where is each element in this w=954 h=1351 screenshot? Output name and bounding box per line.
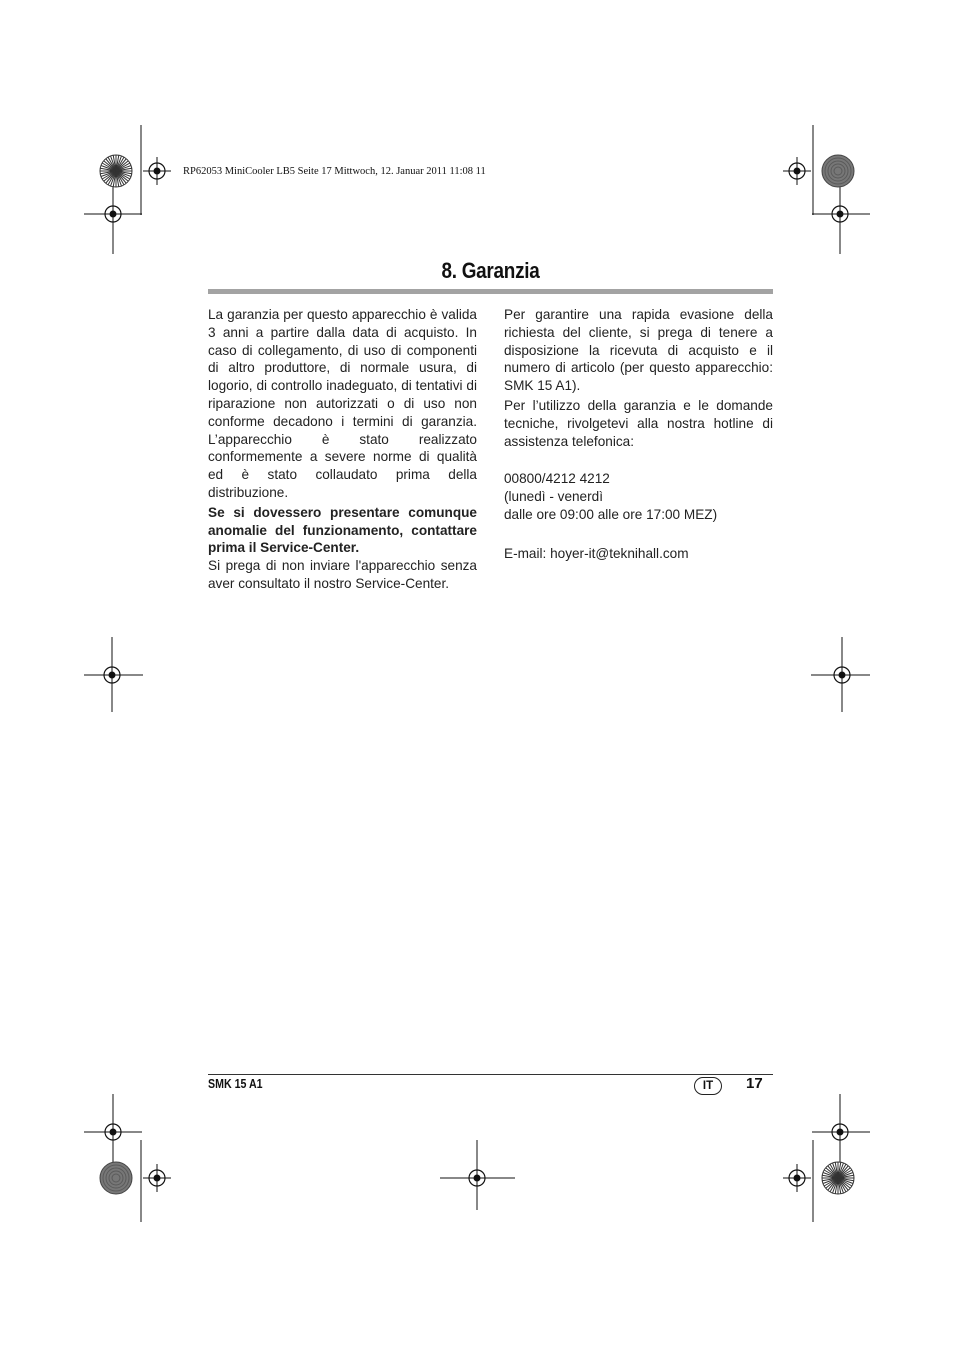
hotline-days: (lunedì - venerdì bbox=[504, 489, 603, 505]
print-slug-line: RP62053 MiniCooler LB5 Seite 17 Mittwoch, 12. Januar 2011 11:08 11 bbox=[183, 166, 486, 177]
registration-mark-left-lower bbox=[99, 1118, 127, 1146]
hotline-paragraph: Per l’utilizzo della garanzia e le domande tecniche, rivolgetevi alla nostra hotline di assistenza telefonica: bbox=[504, 397, 773, 449]
halftone-mark-bottom-left bbox=[100, 1162, 132, 1194]
receipt-paragraph: Per garantire una rapida evasione della richiesta del cliente, si prega di tenere a disposizione la ricevuta di acquisto e il numero di articolo (per questo apparecchio: SMK 15 A1). bbox=[504, 307, 773, 394]
model-number: SMK 15 A1 bbox=[208, 1077, 263, 1091]
warranty-paragraph: La garanzia per questo apparecchio è valida 3 anni a partire dalla data di acquisto. In caso di collegamento, di uso di componenti di altro produttore, di normale usura, di logorio, di controllo inadeguato, di tentativi di riparazione non autorizzati o di uso non conforme decadono i termini di garanzia. L’apparecchio è stato realizzato conformemente a severe norme di qualità ed è stato collaudato prima della distribuzione. bbox=[208, 307, 477, 500]
registration-mark-top-left bbox=[143, 157, 171, 185]
registration-mark-bottom-left bbox=[143, 1164, 171, 1192]
language-badge: IT bbox=[694, 1077, 722, 1095]
title-divider bbox=[208, 289, 773, 294]
hotline-hours: dalle ore 09:00 alle ore 17:00 MEZ) bbox=[504, 506, 718, 522]
registration-mark-left-upper bbox=[99, 200, 127, 228]
page-number: 17 bbox=[746, 1075, 763, 1092]
registration-mark-top-right bbox=[783, 157, 811, 185]
registration-mark-left-middle bbox=[98, 661, 126, 689]
registration-mark-bottom-right bbox=[783, 1164, 811, 1192]
right-column bbox=[504, 306, 773, 563]
hotline-phone: 00800/4212 4212 bbox=[504, 471, 610, 487]
left-column bbox=[208, 306, 477, 593]
service-center-notice: Se si dovessero presentare comunque anomalie del funzionamento, contattare prima il Service-Center. bbox=[208, 504, 477, 556]
registration-mark-bottom-center bbox=[463, 1164, 491, 1192]
return-instruction: Si prega di non inviare l'apparecchio senza aver consultato il nostro Service-Center. bbox=[208, 558, 477, 591]
registration-mark-right-middle bbox=[828, 661, 856, 689]
footer-divider bbox=[208, 1074, 773, 1075]
section-title: 8. Garanzia bbox=[441, 258, 540, 283]
support-email: E-mail: hoyer-it@teknihall.com bbox=[504, 545, 689, 561]
halftone-mark-top-right bbox=[822, 155, 854, 187]
registration-mark-right-upper bbox=[826, 200, 854, 228]
registration-mark-right-lower bbox=[826, 1118, 854, 1146]
starburst-mark-bottom-right bbox=[822, 1162, 854, 1194]
starburst-mark-top-left bbox=[100, 155, 132, 187]
